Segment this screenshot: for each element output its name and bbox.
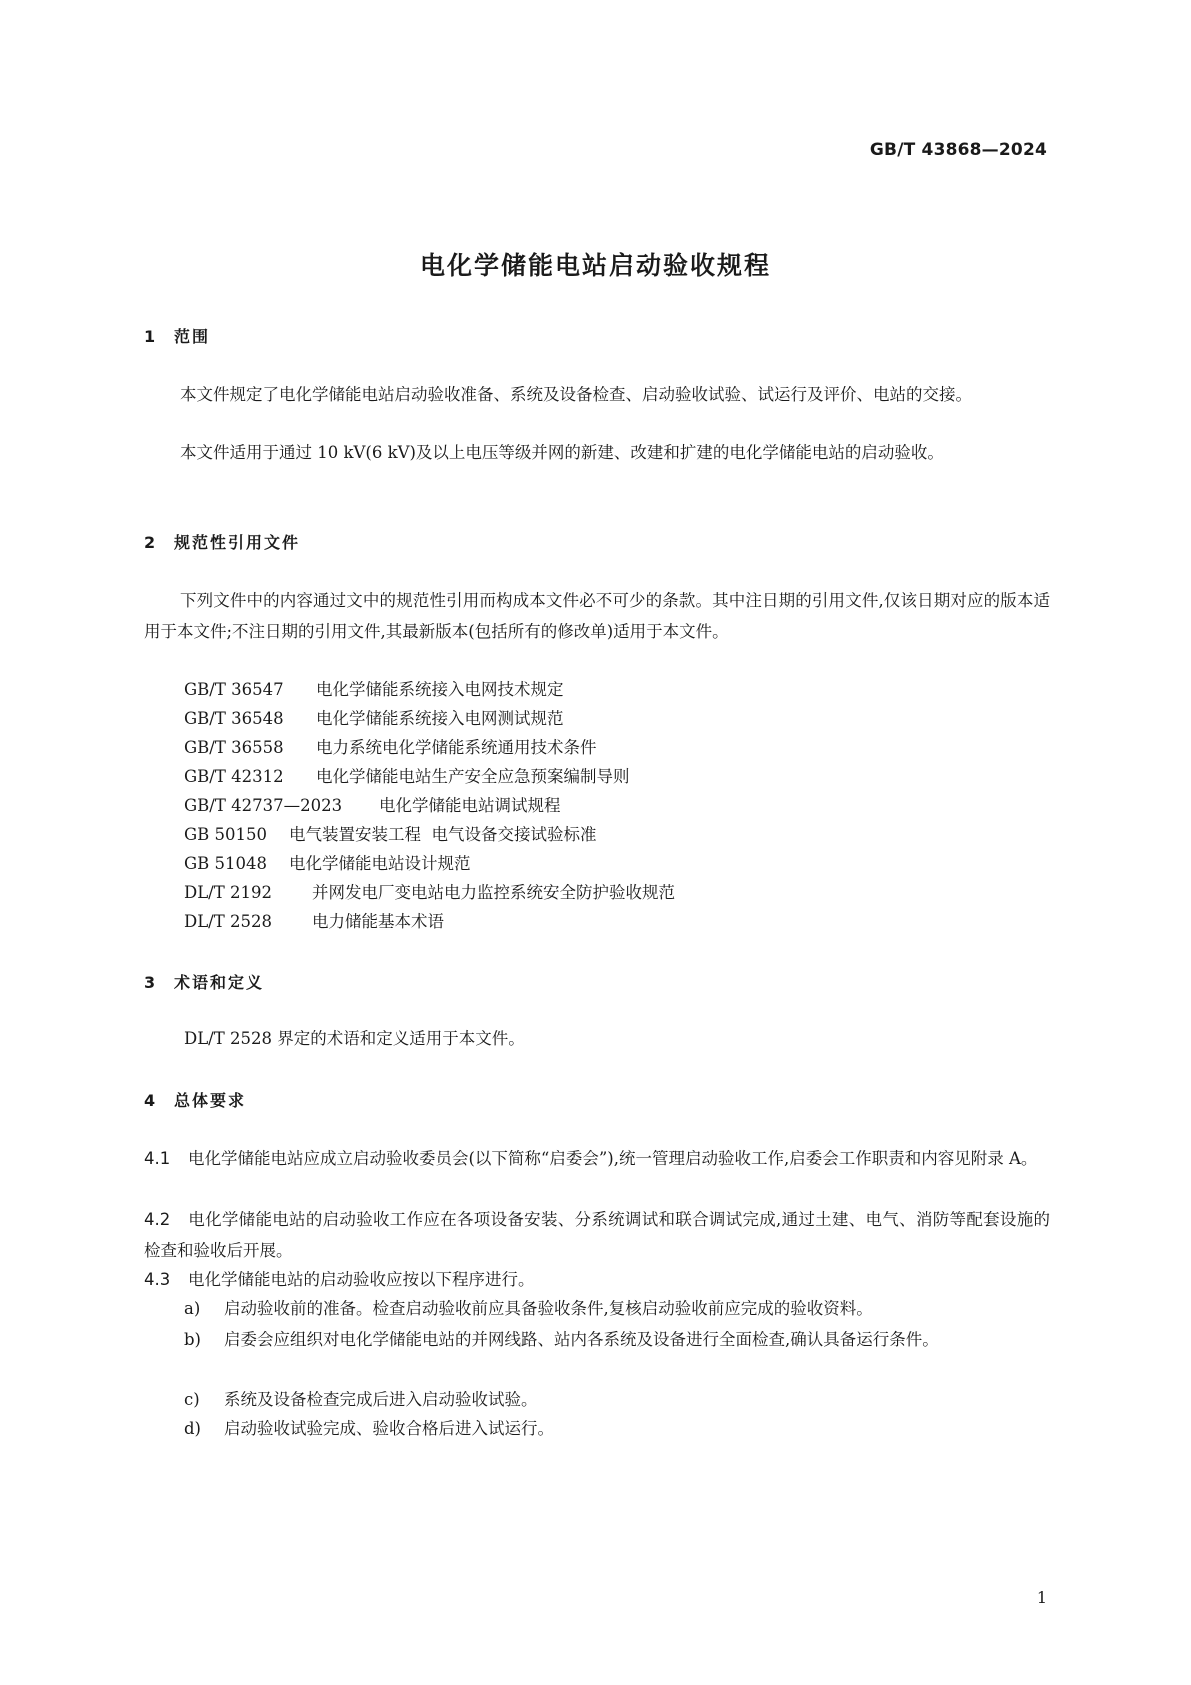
reference-item [184,790,561,821]
references-intro: 下列文件中的内容通过文中的规范性引用而构成本文件必不可少的条款。其中注日期的引用文件,仅该日期对应的版本适用于本文件;不注日期的引用文件,其最新版本(包括所有的修改单)适用于本文件。 [144,591,1050,641]
terms-paragraph: DL/T 2528 界定的术语和定义适用于本文件。 [184,1029,525,1048]
reference-code: GB 51048 [184,854,268,873]
section-1-heading [144,324,210,347]
clause-text: 电化学储能电站的启动验收工作应在各项设备安装、分系统调试和联合调试完成,通过土建、电气、消防等配套设施的检查和验收后开展。 [144,1210,1050,1260]
reference-code: GB/T 42312 [184,767,284,786]
list-text: 启委会应组织对电化学储能电站的并网线路、站内各系统及设备进行全面检查,确认具备运行条件。 [224,1330,939,1349]
reference-item [184,732,597,763]
section-2-heading [144,530,300,553]
scope-paragraph-1: 本文件规定了电化学储能电站启动验收准备、系统及设备检查、启动验收试验、试运行及评价、电站的交接。 [180,385,972,404]
reference-code: GB/T 36558 [184,738,284,757]
clause-number: 4.3 [144,1270,171,1289]
clause-text: 电化学储能电站应成立启动验收委员会(以下简称“启委会”),统一管理启动验收工作,启委会工作职责和内容见附录 A。 [188,1149,1038,1168]
section-number: 1 [144,327,156,346]
clause-4-2 [144,1204,1050,1266]
reference-title: 电化学储能电站生产安全应急预案编制导则 [316,767,630,786]
section-title: 规范性引用文件 [174,533,301,552]
reference-item [184,819,597,850]
section-title: 术语和定义 [174,973,265,992]
section-number: 2 [144,533,156,552]
reference-title: 电化学储能系统接入电网技术规定 [316,680,564,699]
clause-4-3 [144,1264,1050,1295]
reference-title: 并网发电厂变电站电力监控系统安全防护验收规范 [312,883,675,902]
page-number: 1 [1036,1588,1047,1607]
reference-code: GB/T 36548 [184,709,284,728]
reference-code: GB 50150 [184,825,268,844]
section-title: 总体要求 [174,1091,247,1110]
reference-code: GB/T 42737—2023 [184,796,343,815]
reference-code: GB/T 36547 [184,680,284,699]
list-marker: b) [184,1330,201,1349]
list-text: 启动验收试验完成、验收合格后进入试运行。 [224,1419,554,1438]
reference-item [184,703,564,734]
standard-code: GB/T 43868—2024 [869,140,1047,160]
reference-item [184,674,564,705]
section-number: 3 [144,973,156,992]
reference-item [184,877,675,908]
list-item-c [184,1384,1050,1415]
reference-title: 电化学储能系统接入电网测试规范 [316,709,564,728]
list-item-a [184,1293,1050,1324]
reference-title: 电气装置安装工程 电气设备交接试验标准 [289,825,597,844]
reference-title: 电化学储能电站调试规程 [379,796,561,815]
document-title: 电化学储能电站启动验收规程 [419,251,771,280]
section-title: 范围 [174,327,211,346]
clause-number: 4.1 [144,1149,171,1168]
reference-title: 电化学储能电站设计规范 [289,854,471,873]
list-marker: a) [184,1299,201,1318]
clause-4-1 [144,1143,1050,1174]
reference-item [184,848,471,879]
clause-text: 电化学储能电站的启动验收应按以下程序进行。 [188,1270,535,1289]
section-4-heading [144,1088,246,1111]
scope-paragraph-2: 本文件适用于通过 10 kV(6 kV)及以上电压等级并网的新建、改建和扩建的电化学储能电站的启动验收。 [180,443,944,462]
reference-title: 电力系统电化学储能系统通用技术条件 [316,738,597,757]
clause-number: 4.2 [144,1210,171,1229]
reference-code: DL/T 2528 [184,912,272,931]
list-item-b [184,1324,1050,1355]
section-number: 4 [144,1091,156,1110]
reference-item [184,761,630,792]
section-3-heading [144,970,264,993]
list-marker: c) [184,1390,200,1409]
list-marker: d) [184,1419,201,1438]
reference-code: DL/T 2192 [184,883,272,902]
list-item-d [184,1413,1050,1444]
list-text: 系统及设备检查完成后进入启动验收试验。 [224,1390,538,1409]
list-text: 启动验收前的准备。检查启动验收前应具备验收条件,复核启动验收前应完成的验收资料。 [224,1299,873,1318]
reference-item [184,906,444,937]
reference-title: 电力储能基本术语 [312,912,444,931]
